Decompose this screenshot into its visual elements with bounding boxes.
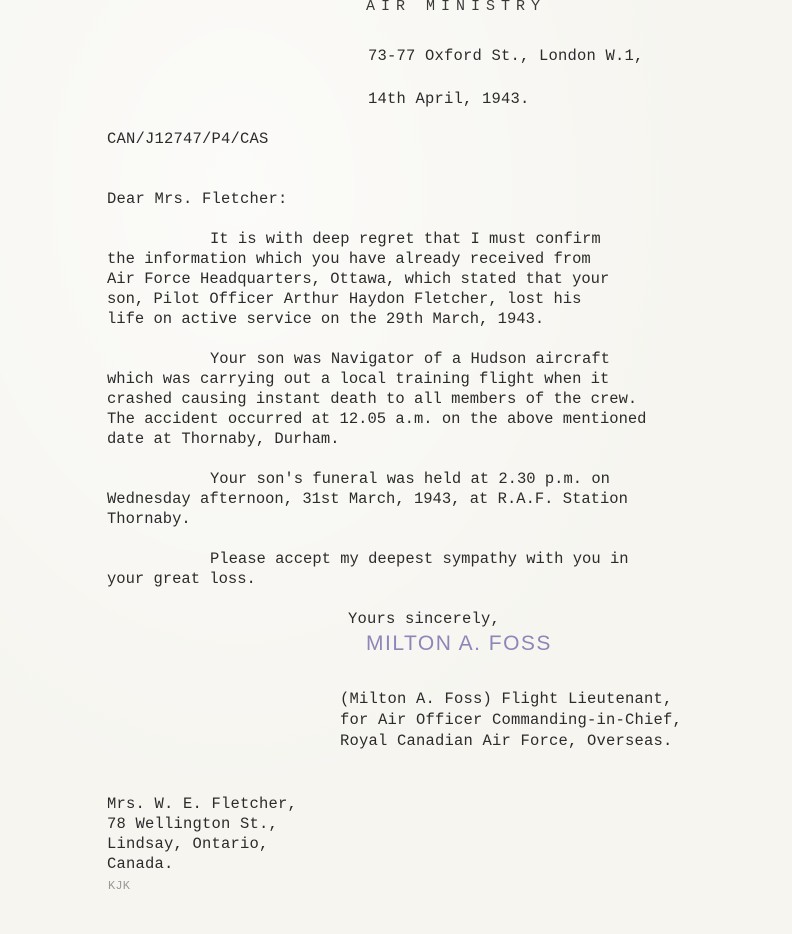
recipient-line-1: Mrs. W. E. Fletcher, [107,795,298,813]
signature-line-2: for Air Officer Commanding-in-Chief, [340,711,683,729]
closing: Yours sincerely, [348,610,501,628]
paragraph-2-line-3: crashed causing instant death to all members of the crew. [107,390,638,408]
paragraph-1-line-5: life on active service on the 29th March, 1943. [107,310,545,328]
paragraph-3-line-2: Wednesday afternoon, 31st March, 1943, at R.A.F. Station [107,490,628,508]
salutation: Dear Mrs. Fletcher: [107,190,288,208]
typist-initials: KJK [108,879,131,893]
recipient-line-3: Lindsay, Ontario, [107,835,269,853]
paragraph-2-line-1: Your son was Navigator of a Hudson aircraft [210,350,610,368]
paragraph-3-line-1: Your son's funeral was held at 2.30 p.m. on [210,470,610,488]
letter-date: 14th April, 1943. [368,90,530,108]
signature-line-1: (Milton A. Foss) Flight Lieutenant, [340,690,673,708]
paragraph-1-line-2: the information which you have already received from [107,250,591,268]
recipient-line-2: 78 Wellington St., [107,815,279,833]
paragraph-2-line-4: The accident occurred at 12.05 a.m. on the above mentioned [107,410,647,428]
paragraph-2-line-5: date at Thornaby, Durham. [107,430,340,448]
reference-number: CAN/J12747/P4/CAS [107,130,269,148]
paragraph-1-line-1: It is with deep regret that I must confirm [210,230,601,248]
recipient-line-4: Canada. [107,855,174,873]
paragraph-4-line-2: your great loss. [107,570,256,588]
paragraph-3-line-3: Thornaby. [107,510,191,528]
paragraph-2-line-2: which was carrying out a local training flight when it [107,370,610,388]
paragraph-4-line-1: Please accept my deepest sympathy with you in [210,550,629,568]
paragraph-1-line-4: son, Pilot Officer Arthur Haydon Fletcher, lost his [107,290,582,308]
letterhead-title: AIR MINISTRY [366,0,547,15]
paragraph-1-line-3: Air Force Headquarters, Ottawa, which stated that your [107,270,610,288]
signature-line-3: Royal Canadian Air Force, Overseas. [340,732,673,750]
letterhead-address: 73-77 Oxford St., London W.1, [368,47,644,65]
signature-stamp: MILTON A. FOSS [366,632,552,655]
